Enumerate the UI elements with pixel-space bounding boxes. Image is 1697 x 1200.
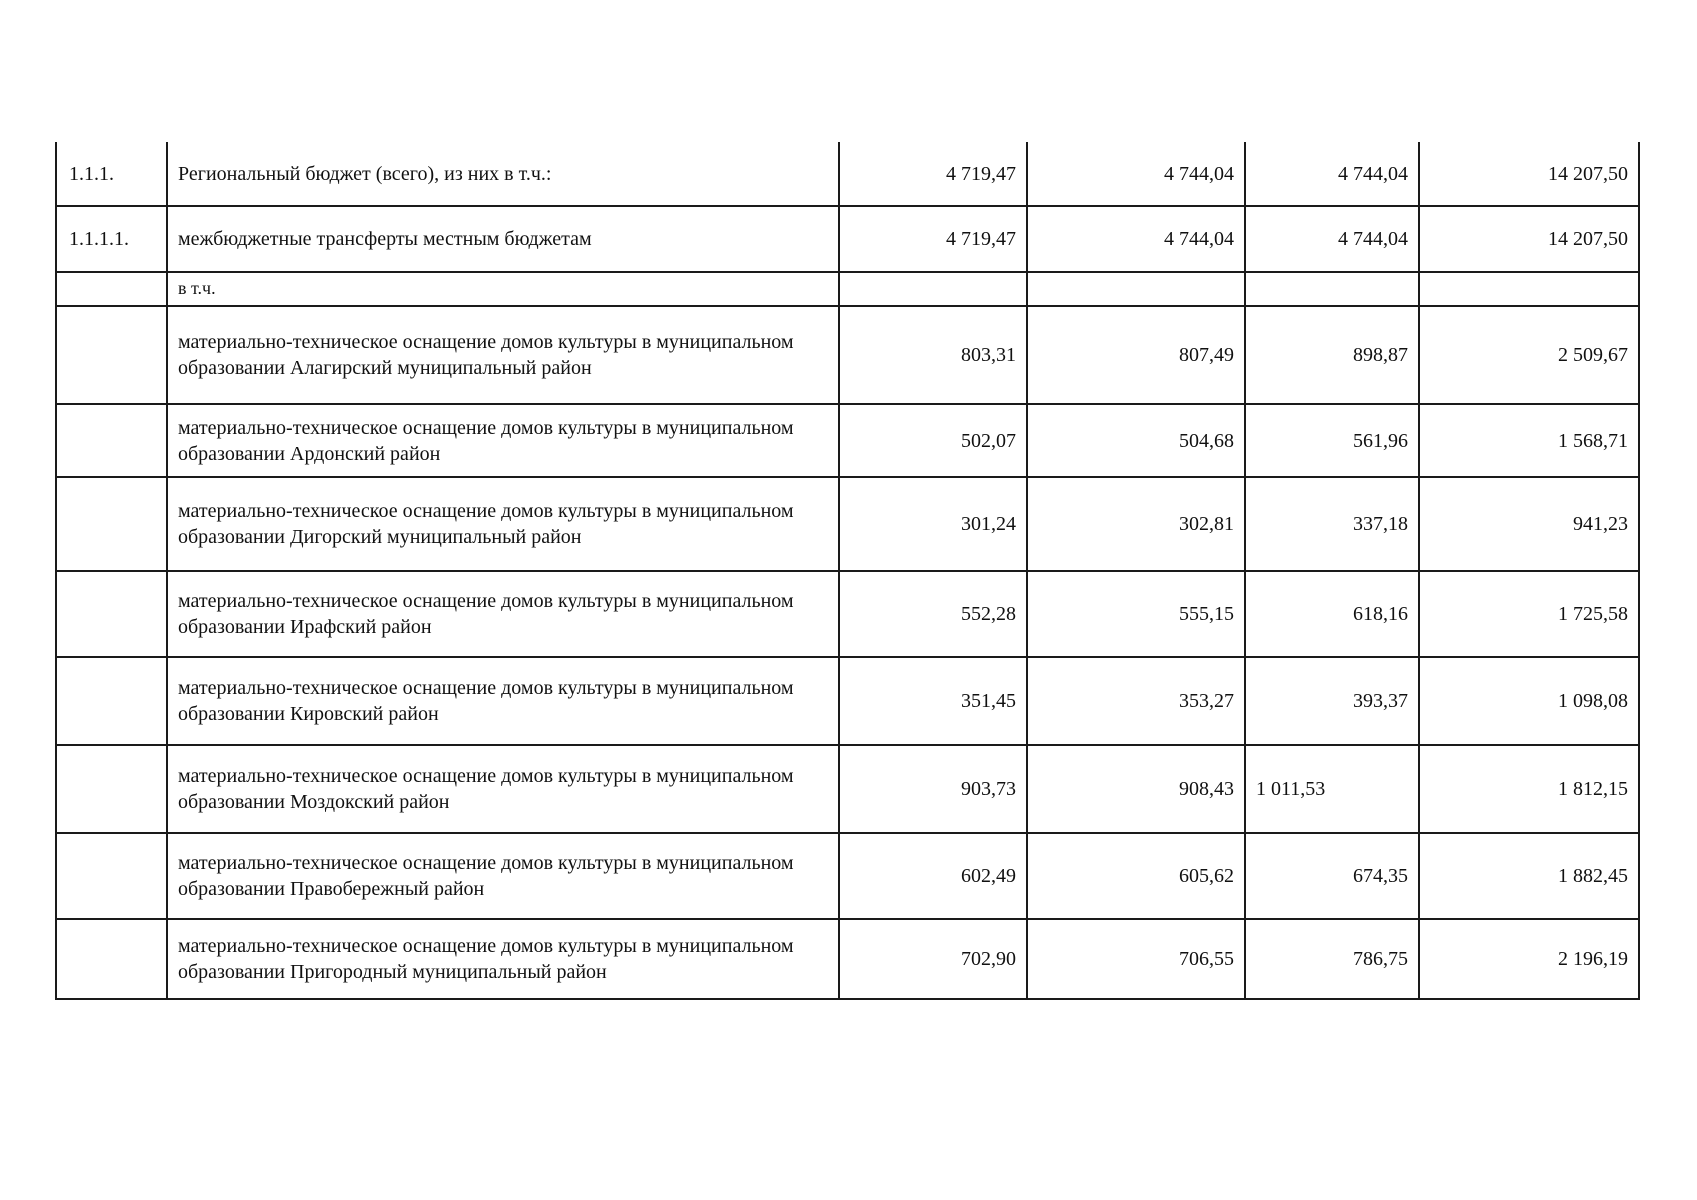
row-value-2: 555,15 — [1027, 571, 1245, 657]
row-value-1: 903,73 — [839, 745, 1027, 833]
row-code — [56, 571, 167, 657]
row-total: 2 509,67 — [1419, 306, 1639, 404]
row-label: материально-техническое оснащение домов культуры в муниципальном образовании Правобережный район — [167, 833, 839, 919]
row-value-3: 561,96 — [1245, 404, 1419, 477]
row-total — [1419, 272, 1639, 306]
row-value-2: 4 744,04 — [1027, 206, 1245, 272]
row-label: материально-техническое оснащение домов культуры в муниципальном образовании Ардонский район — [167, 404, 839, 477]
row-value-1: 301,24 — [839, 477, 1027, 571]
row-value-1: 552,28 — [839, 571, 1027, 657]
row-value-1: 702,90 — [839, 919, 1027, 999]
row-code — [56, 657, 167, 745]
row-label: материально-техническое оснащение домов культуры в муниципальном образовании Моздокский район — [167, 745, 839, 833]
row-value-1 — [839, 272, 1027, 306]
row-value-3: 786,75 — [1245, 919, 1419, 999]
table-row — [56, 833, 1639, 919]
row-value-3: 4 744,04 — [1245, 142, 1419, 206]
row-code — [56, 306, 167, 404]
row-code — [56, 919, 167, 999]
row-value-3: 337,18 — [1245, 477, 1419, 571]
row-value-2: 706,55 — [1027, 919, 1245, 999]
row-value-2: 605,62 — [1027, 833, 1245, 919]
row-code — [56, 745, 167, 833]
row-code — [56, 272, 167, 306]
row-total: 1 568,71 — [1419, 404, 1639, 477]
row-value-1: 502,07 — [839, 404, 1027, 477]
row-value-2 — [1027, 272, 1245, 306]
row-value-2: 4 744,04 — [1027, 142, 1245, 206]
table-row — [56, 657, 1639, 745]
row-value-2: 908,43 — [1027, 745, 1245, 833]
row-value-1: 4 719,47 — [839, 142, 1027, 206]
row-value-3 — [1245, 272, 1419, 306]
row-total: 941,23 — [1419, 477, 1639, 571]
row-label: материально-техническое оснащение домов культуры в муниципальном образовании Пригородный муниципальный район — [167, 919, 839, 999]
row-label: материально-техническое оснащение домов культуры в муниципальном образовании Алагирский муниципальный район — [167, 306, 839, 404]
table-row — [56, 404, 1639, 477]
row-label: материально-техническое оснащение домов культуры в муниципальном образовании Дигорский муниципальный район — [167, 477, 839, 571]
row-total: 2 196,19 — [1419, 919, 1639, 999]
row-value-3: 1 011,53 — [1245, 745, 1419, 833]
row-label: межбюджетные трансферты местным бюджетам — [167, 206, 839, 272]
row-total: 14 207,50 — [1419, 142, 1639, 206]
row-value-3: 618,16 — [1245, 571, 1419, 657]
row-value-3: 393,37 — [1245, 657, 1419, 745]
row-value-1: 351,45 — [839, 657, 1027, 745]
row-value-1: 803,31 — [839, 306, 1027, 404]
row-label: в т.ч. — [167, 272, 839, 306]
row-code — [56, 833, 167, 919]
table-row — [56, 571, 1639, 657]
row-total: 1 812,15 — [1419, 745, 1639, 833]
budget-table — [55, 142, 1640, 1000]
row-value-3: 674,35 — [1245, 833, 1419, 919]
row-total: 1 882,45 — [1419, 833, 1639, 919]
row-label: Региональный бюджет (всего), из них в т.ч.: — [167, 142, 839, 206]
row-value-2: 807,49 — [1027, 306, 1245, 404]
row-value-2: 504,68 — [1027, 404, 1245, 477]
row-value-3: 898,87 — [1245, 306, 1419, 404]
row-value-1: 4 719,47 — [839, 206, 1027, 272]
row-value-1: 602,49 — [839, 833, 1027, 919]
row-value-2: 353,27 — [1027, 657, 1245, 745]
row-code — [56, 477, 167, 571]
row-label: материально-техническое оснащение домов культуры в муниципальном образовании Кировский район — [167, 657, 839, 745]
table-row — [56, 142, 1639, 206]
table-row — [56, 206, 1639, 272]
row-total: 14 207,50 — [1419, 206, 1639, 272]
row-total: 1 725,58 — [1419, 571, 1639, 657]
table-row — [56, 306, 1639, 404]
table-row — [56, 477, 1639, 571]
table-row — [56, 919, 1639, 999]
row-code: 1.1.1. — [56, 142, 167, 206]
row-code: 1.1.1.1. — [56, 206, 167, 272]
row-value-3: 4 744,04 — [1245, 206, 1419, 272]
table-row — [56, 272, 1639, 306]
row-label: материально-техническое оснащение домов культуры в муниципальном образовании Ирафский район — [167, 571, 839, 657]
table-row — [56, 745, 1639, 833]
row-code — [56, 404, 167, 477]
row-value-2: 302,81 — [1027, 477, 1245, 571]
row-total: 1 098,08 — [1419, 657, 1639, 745]
